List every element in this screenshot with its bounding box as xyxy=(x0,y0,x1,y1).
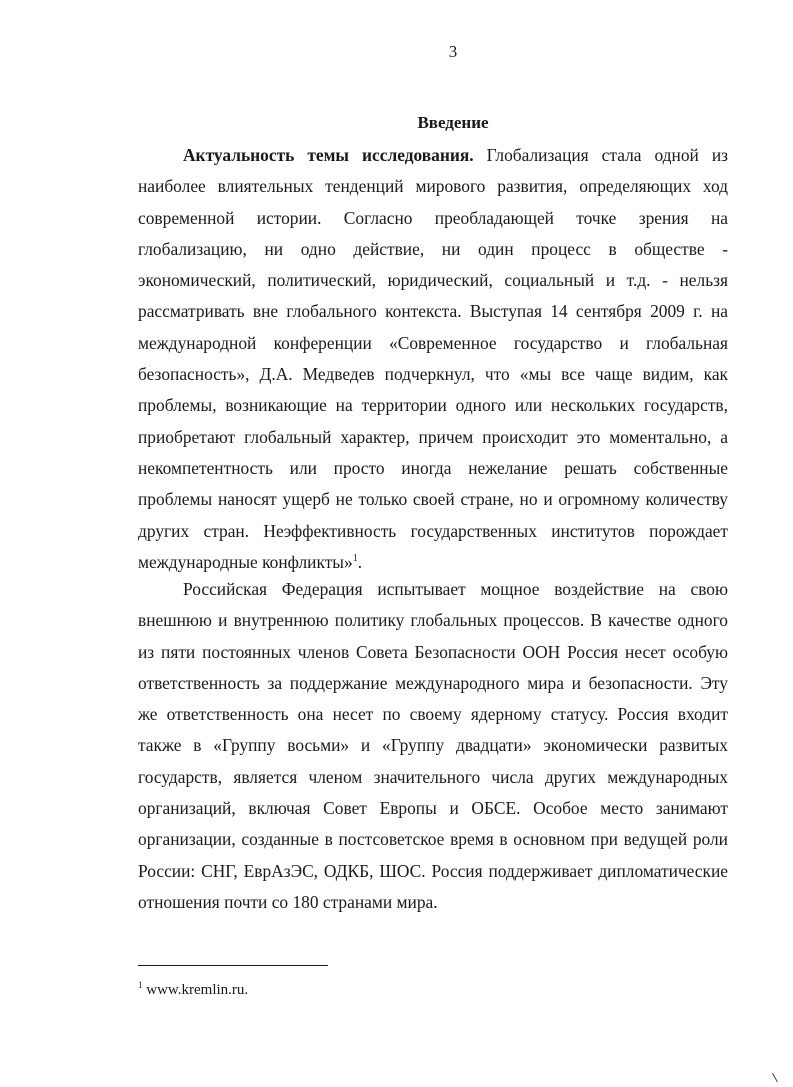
paragraph-1-text xyxy=(138,140,728,578)
paragraph-2-text: Российская Федерация испытывает мощное воздействие на свою внешнюю и внутреннюю политику глобальных процессов. В качестве одного из пяти постоянных членов Совета Безопасности ООН Россия несет особую ответственность за поддержание международного мира и безопасности. Эту же ответственность она несет по своему ядерному статусу. Россия входит также в «Группу восьми» и «Группу двадцати» экономически развитых государств, является членом значительного числа других международных организаций, включая Совет Европы и ОБСЕ. Особое место занимают организации, созданные в постсоветское время в основном при ведущей роли России: СНГ, ЕврАзЭС, ОДКБ, ШОС. Россия поддерживает дипломатические отношения почти со 180 странами мира. xyxy=(138,579,728,912)
footnote-divider xyxy=(138,965,328,966)
footnote-text: www.kremlin.ru. xyxy=(142,982,249,998)
page-number: 3 xyxy=(448,42,458,61)
footnote xyxy=(138,982,248,999)
footnote-marker: 1 xyxy=(138,980,143,990)
footnote-reference: 1 xyxy=(352,553,358,565)
paragraph-russia xyxy=(138,574,728,918)
paragraph-relevance xyxy=(138,140,728,578)
section-heading: Введение xyxy=(417,113,489,132)
scan-artifact-mark xyxy=(772,1070,783,1082)
paragraph-1-body: Глобализация стала одной из наиболее влиятельных тенденций мирового развития, определяющих ход современной истории. Согласно преобладающей точке зрения на глобализацию, ни одно действие, ни один процесс в обществе - экономический, политический, юридический, социальный и т.д. - нельзя рассматривать вне глобального контекста. Выступая 14 сентября 2009 г. на международной конференции «Современное государство и глобальная безопасность», Д.А. Медведев подчеркнул, что «мы все чаще видим, как проблемы, возникающие на территории одного или нескольких государств, приобретают глобальный характер, причем происходит это моментально, а некомпетентность или просто иногда нежелание решать собственные проблемы наносят ущерб не только своей стране, но и огромному количеству других стран. Неэффективность государственных институтов порождает международные конфликты» xyxy=(138,145,728,572)
paragraph-lead-title: Актуальность темы исследования. xyxy=(183,145,474,165)
paragraph-1-end: . xyxy=(357,551,363,572)
